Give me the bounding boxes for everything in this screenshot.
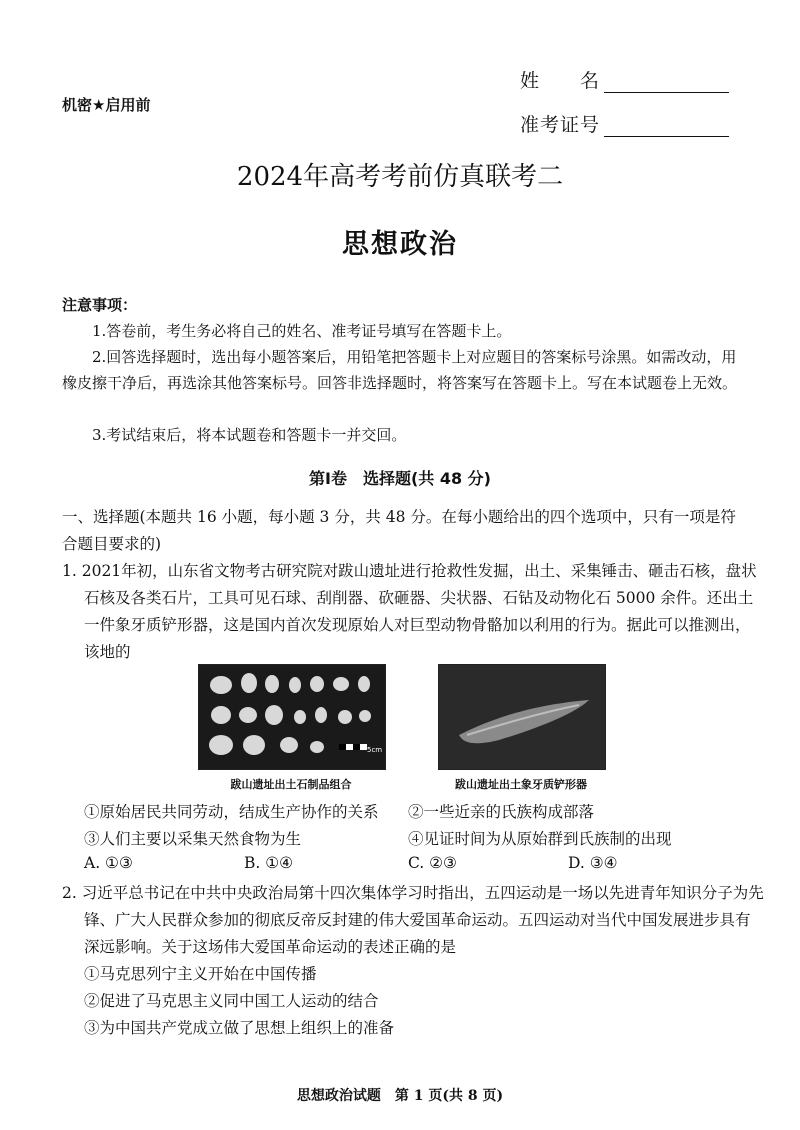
exam-title: 2024年高考考前仿真联考二	[236, 162, 564, 192]
q2-statement-2: ②促进了马克思主义同中国工人运动的结合	[84, 992, 379, 1010]
exam-id-blank	[604, 116, 729, 137]
part-intro: 一、选择题(本题共 16 小题，每小题 3 分，共 48 分。在每小题给出的四个选项中，只有一项是符合题目要求的)	[62, 508, 736, 553]
q2-statement-1: ①马克思列宁主义开始在中国传播	[84, 965, 317, 983]
q1-statement-4: ④见证时间为从原始群到氏族制的出现	[408, 830, 672, 848]
scale-bar	[339, 744, 382, 754]
subject-title: 思想政治	[342, 229, 458, 260]
notice-title: 注意事项：	[62, 296, 138, 314]
ivory-shovel-illustration	[439, 665, 605, 769]
q1-statement-3: ③人们主要以采集天然食物为生	[84, 830, 302, 848]
ivory-shovel-photo	[438, 664, 606, 770]
q1-option-b: B. ①④	[244, 854, 294, 872]
notice-item-1: 1.答卷前，考生务必将自己的姓名、准考证号填写在答题卡上。	[92, 322, 512, 340]
name-label: 姓 名	[520, 70, 601, 92]
q2-statement-3: ③为中国共产党成立做了思想上组织上的准备	[84, 1019, 395, 1037]
question-2-stem: 2. 习近平总书记在中共中央政治局第十四次集体学习时指出，五四运动是一场以先进青年知识分子为先锋、广大人民群众参加的彻底反帝反封建的伟大爱国革命运动。五四运动对当代中国发展进步具有深远影响。关于这场伟大爱国革命运动的表述正确的是	[62, 884, 764, 956]
section-title: 第Ⅰ卷 选择题(共 48 分)	[309, 469, 491, 488]
q1-statement-2: ②一些近亲的氏族构成部落	[408, 803, 595, 821]
page-footer: 思想政治试题 第 1 页(共 8 页)	[296, 1088, 504, 1104]
exam-id-field	[520, 110, 729, 137]
stone-tools-illustration	[199, 665, 385, 769]
q1-option-a: A. ①③	[84, 854, 133, 872]
notice-item-2: 2.回答选择题时，选出每小题答案后，用铅笔把答题卡上对应题目的答案标号涂黑。如需改动，用橡皮擦干净后，再选涂其他答案标号。回答非选择题时，将答案写在答题卡上。写在本试题卷上无效。	[62, 348, 738, 392]
q1-option-d: D. ③④	[568, 854, 618, 872]
confidential-label: 机密★启用前	[62, 96, 151, 114]
notice-item-3: 3.考试结束后，将本试题卷和答题卡一并交回。	[92, 426, 407, 444]
exam-id-label: 准考证号	[520, 114, 601, 136]
scale-label: 5cm	[367, 746, 383, 754]
question-1-stem: 1. 2021年初，山东省文物考古研究院对跋山遗址进行抢救性发掘，出土、采集锤击、砸击石核，盘状石核及各类石片，工具可见石球、刮削器、砍砸器、尖状器、石钻及动物化石 5000 余件。还出土一件象牙质铲形器，这是国内首次发现原始人对巨型动物骨骼加以利用的行为。据此可以推测出，该地的	[62, 562, 757, 661]
stone-tools-photo	[198, 664, 386, 770]
name-field	[520, 66, 729, 93]
q1-option-c: C. ②③	[408, 854, 457, 872]
q1-statement-1: ①原始居民共同劳动，结成生产协作的关系	[84, 803, 379, 821]
stone-tools-caption: 跋山遗址出土石制品组合	[230, 778, 352, 791]
name-blank	[604, 72, 729, 93]
ivory-shovel-caption: 跋山遗址出土象牙质铲形器	[455, 778, 587, 791]
